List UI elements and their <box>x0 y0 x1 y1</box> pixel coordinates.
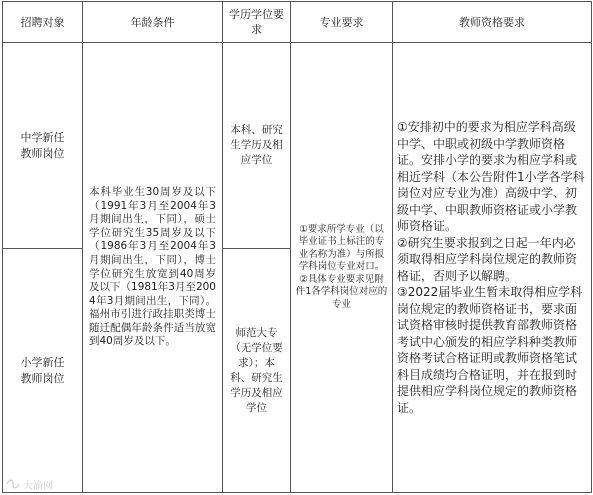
qualification-item-2: ②研究生要求报到之日起一年内必须取得相应学科岗位规定的教师资格证，否则予以解聘。 <box>397 235 578 283</box>
requirements-table <box>2 1 592 493</box>
watermark-text: 大渝网 <box>23 480 53 492</box>
header-row <box>3 2 592 43</box>
header-qualification: 教师资格要求 <box>393 2 592 43</box>
header-target: 招聘对象 <box>3 2 83 43</box>
qualification-item-3: ③2022届毕业生暂未取得相应学科岗位规定的教师资格证书，要求面试资格审核时提供教育部教师资格考试中心颁发的相应学科种类教师资格考试合格证明或教师资格笔试科目成绩均合格证明，并在报到时提供相应学科岗位规定的教师资格证。 <box>397 285 583 415</box>
table-row-middle <box>3 43 592 249</box>
middle-post-cell: 中学新任教师岗位 <box>3 43 83 249</box>
header-major: 专业要求 <box>291 2 393 43</box>
qualification-cell <box>393 43 592 493</box>
major-requirement-cell: ①要求所学专业（以毕业证书上标注的专业名称为准）与所报学科岗位专业对口。②具体专业要求见附件1各学科岗位对应的专业 <box>291 43 393 493</box>
qualification-item-1: ①安排初中的要求为相应学科高级中学、中职或初级中学教师资格证。安排小学的要求为相应学科或相近学科（本公告附件1小学各学科岗位对应专业为准）高级中学、初级中学、中职教师资格证或小学教师资格证。 <box>397 120 585 233</box>
primary-post-cell: 小学新任教师岗位 <box>3 249 83 493</box>
age-condition-cell: 本科毕业生30周岁及以下（1991年3月至2004年3月期间出生，下同），硕士学位研究生35周岁及以下（1986年3月至2004年3月期间出生，下同），博士学位研究生放宽到40周岁及以下（1981年3月至2004年3月期间出生，下同）。福州市引进行政挂职类博士随迁配偶年龄条件适当放宽到40周岁及以下。 <box>83 43 223 493</box>
middle-degree-cell: 本科、研究生学历及相应学位 <box>223 43 291 249</box>
header-degree: 学历学位要求 <box>223 2 291 43</box>
header-age: 年龄条件 <box>83 2 223 43</box>
primary-degree-cell: 师范大专（无学位要求）；本科、研究生学历及相应学位 <box>223 249 291 493</box>
